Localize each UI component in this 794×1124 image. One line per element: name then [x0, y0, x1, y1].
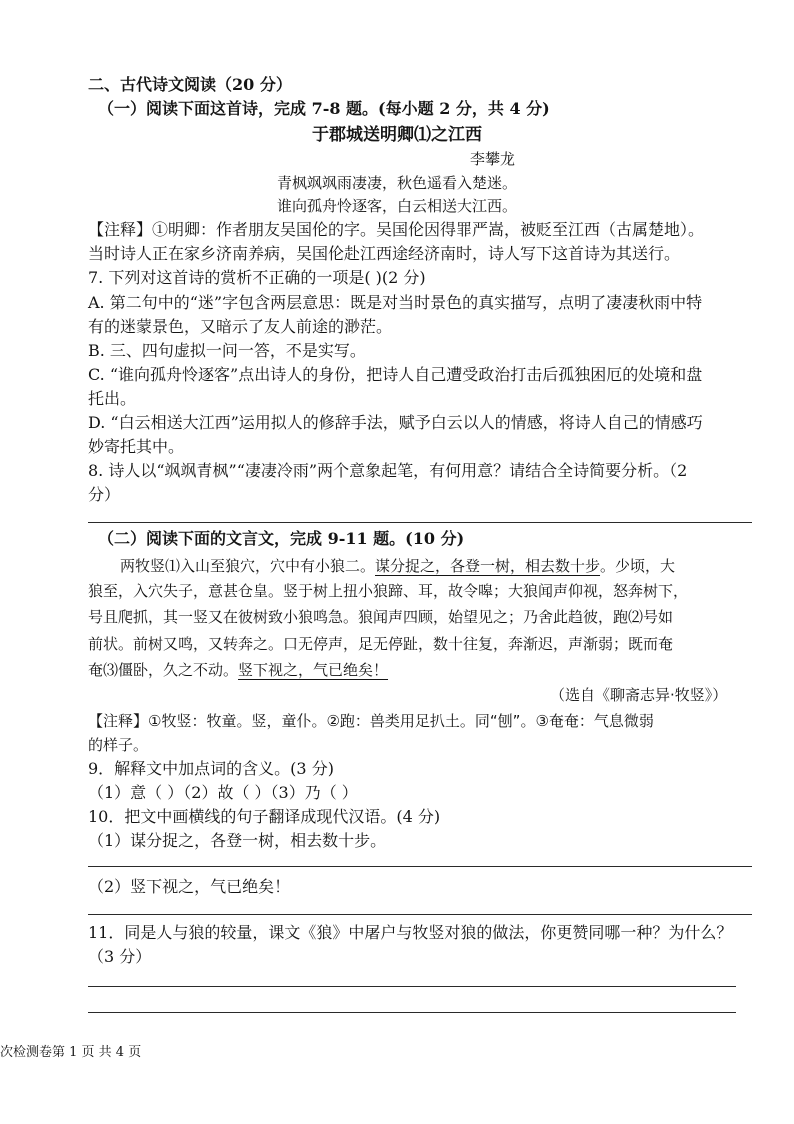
q11-stem-line-2: （3 分） — [88, 947, 152, 966]
q10-sentence-2: （2）竖下视之，气已绝矣！ — [88, 877, 291, 896]
q10-sentence-1: （1）谋分捉之，各登一树，相去数十步。 — [88, 831, 387, 850]
q7-option-a-line-2: 有的迷蒙景色，又暗示了友人前途的渺茫。 — [88, 317, 393, 336]
q10-answer-line-2[interactable] — [88, 914, 752, 915]
passage-line-3: 号且爬抓，其一竖又在彼树致小狼鸣急。狼闻声四顾，始望见之；乃舍此趋彼，跑⑵号如 — [88, 608, 674, 626]
passage-line-2: 狼至，入穴失子，意甚仓皇。竖于树上扭小狼蹄、耳，故令嗥；大狼闻声仰视，怒奔树下， — [88, 582, 689, 600]
q10-stem: 10．把文中画横线的句子翻译成现代汉语。(4 分) — [88, 807, 441, 826]
passage-line-4: 前状。前树又鸣，又转奔之。口无停声，足无停趾，数十往复，奔渐迟，声渐弱；既而奄 — [88, 635, 674, 653]
q7-option-d-line-2: 妙寄托其中。 — [88, 437, 185, 456]
q11-answer-line-1[interactable] — [88, 986, 736, 987]
q8-answer-line[interactable] — [88, 522, 752, 523]
q8-stem-line-1: 8. 诗人以“飒飒青枫”“凄凄冷雨”两个意象起笔，有何用意？请结合全诗简要分析。（2 — [88, 461, 688, 480]
passage-line-1-start: 两牧竖⑴入山至狼穴，穴中有小狼二。 — [120, 557, 376, 575]
passage-line-5 — [88, 659, 388, 681]
q9-stem: 9．解释文中加点词的含义。(3 分) — [88, 759, 334, 778]
poem-line-2: 谁向孤舟怜逐客，白云相送大江西。 — [276, 197, 517, 215]
underlined-sentence-2: 竖下视之，气已绝矣！ — [238, 661, 389, 679]
q7-option-c-line-1: C. “谁向孤舟怜逐客”点出诗人的身份，把诗人自己遭受政治打击后孤独困厄的处境和盘 — [88, 365, 703, 384]
passage-line-1-end: 。少顷，大 — [600, 557, 676, 575]
part1-heading: （一）阅读下面这首诗，完成 7-8 题。(每小题 2 分，共 4 分) — [98, 99, 550, 118]
section-title: 二、古代诗文阅读（20 分） — [88, 75, 292, 94]
passage-line-1 — [120, 555, 675, 577]
passage-source: （选自《聊斋志异·牧竖》） — [550, 686, 728, 704]
q7-option-b: B. 三、四句虚拟一问一答，不是实写。 — [88, 341, 366, 360]
q7-stem: 7. 下列对这首诗的赏析不正确的一项是( )(2 分) — [88, 268, 426, 287]
page-footer: 次检测卷第 1 页 共 4 页 — [0, 1045, 142, 1060]
passage-line-5-start: 奄⑶僵卧，久之不动。 — [88, 661, 239, 679]
poem-line-1: 青枫飒飒雨凄凄，秋色遥看入楚迷。 — [276, 174, 517, 192]
part2-heading: （二）阅读下面的文言文，完成 9-11 题。(10 分) — [98, 529, 465, 548]
q9-items: （1）意（ ）（2）故（ ）（3）乃（ ） — [88, 783, 358, 802]
passage-note-line-1: 【注释】①牧竖：牧童。竖，童仆。②跑：兽类用足扒土。同“刨”。③奄奄：气息微弱 — [88, 712, 654, 730]
q11-answer-line-2[interactable] — [88, 1012, 736, 1013]
q8-stem-line-2: 分） — [88, 485, 121, 504]
q10-answer-line-1[interactable] — [88, 866, 752, 867]
poem-author: 李攀龙 — [470, 150, 516, 168]
poem-note-line-2: 当时诗人正在家乡济南养病，吴国伦赴江西途经济南时，诗人写下这首诗为其送行。 — [88, 244, 681, 263]
passage-note-line-2: 的样子。 — [88, 736, 149, 754]
poem-title: 于郡城送明卿⑴之江西 — [312, 125, 482, 145]
q11-stem-line-1: 11．同是人与狼的较量，课文《狼》中屠户与牧竖对狼的做法，你更赞同哪一种？为什么？ — [88, 923, 733, 942]
q7-option-a-line-1: A. 第二句中的“迷”字包含两层意思：既是对当时景色的真实描写，点明了凄凄秋雨中特 — [88, 293, 703, 312]
q7-option-c-line-2: 托出。 — [88, 389, 137, 408]
underlined-sentence-1: 谋分捉之，各登一树，相去数十步 — [375, 557, 601, 575]
q7-option-d-line-1: D. “白云相送大江西”运用拟人的修辞手法，赋予白云以人的情感，将诗人自己的情感巧 — [88, 413, 703, 432]
poem-note-line-1: 【注释】①明卿：作者朋友吴国伦的字。吴国伦因得罪严嵩，被贬至江西（古属楚地）。 — [88, 220, 705, 239]
